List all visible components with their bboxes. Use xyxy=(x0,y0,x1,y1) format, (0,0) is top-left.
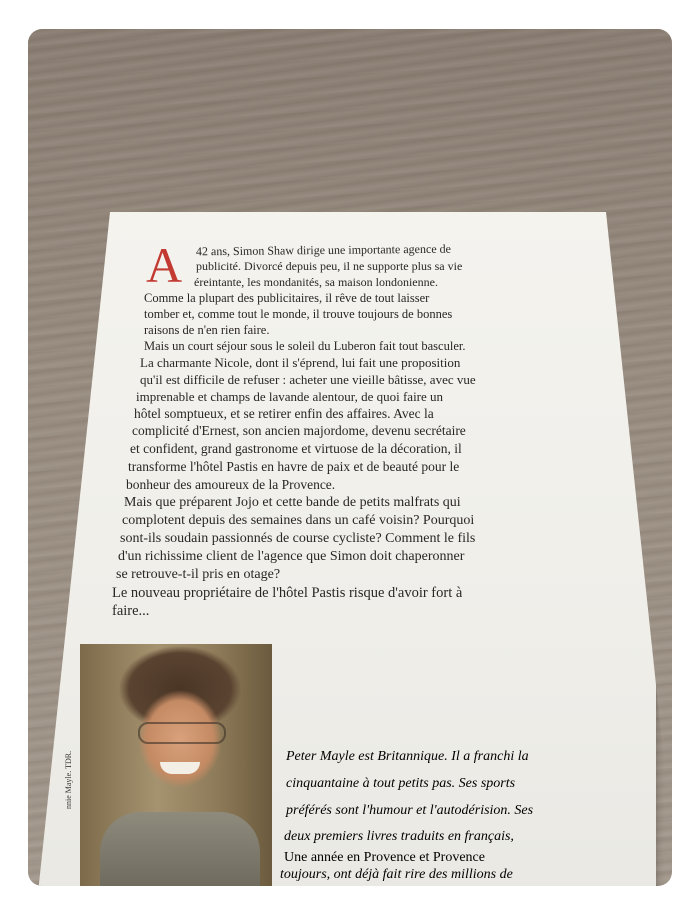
blurb-line: qu'il est difficile de refuser : acheter une vieille bâtisse, avec vue xyxy=(140,372,476,387)
blurb-line: publicité. Divorcé depuis peu, il ne supporte plus sa vie xyxy=(196,259,463,273)
photo-frame xyxy=(28,29,672,886)
blurb-line: Mais que préparent Jojo et cette bande de petits malfrats qui xyxy=(124,495,461,510)
smile xyxy=(160,762,200,774)
blurb-line: se retrouve-t-il pris en otage? xyxy=(116,567,281,582)
blurb-line: bonheur des amoureux de la Provence. xyxy=(126,477,336,492)
blurb-line: Le nouveau propriétaire de l'hôtel Pastis risque d'avoir fort à xyxy=(112,585,463,601)
drop-cap: A xyxy=(146,237,183,293)
blurb-line: Mais un court séjour sous le soleil du Luberon fait tout basculer. xyxy=(144,339,466,353)
blurb-line: Comme la plupart des publicitaires, il rêve de tout laisser xyxy=(144,291,430,305)
blurb-line: La charmante Nicole, dont il s'éprend, lui fait une proposition xyxy=(140,355,461,370)
photo-credit: nnie Mayle. TDR. xyxy=(64,750,73,809)
bio-line: deux premiers livres traduits en français, xyxy=(284,829,514,844)
author-photo xyxy=(80,644,272,886)
blurb-line: éreintante, les mondanités, sa maison londonienne. xyxy=(194,275,438,289)
blurb-line: 42 ans, Simon Shaw dirige une importante agence de xyxy=(195,241,451,259)
blurb-line: tomber et, comme tout le monde, il trouve toujours de bonnes xyxy=(144,307,453,321)
blurb-line: sont-ils soudain passionnés de course cycliste? Comment le fils xyxy=(120,531,476,546)
blurb-line: et confident, grand gastronome et virtuose de la décoration, il xyxy=(130,441,462,456)
bio-line: Peter Mayle est Britannique. Il a franchi la xyxy=(286,749,529,764)
shirt xyxy=(100,812,260,886)
bio-line: cinquantaine à tout petits pas. Ses sports xyxy=(286,776,516,791)
bio-line: préférés sont l'humour et l'autodérision. Ses xyxy=(286,803,534,818)
blurb-line: hôtel somptueux, et se retirer enfin des affaires. Avec la xyxy=(134,406,434,421)
bio-line: toujours, ont déjà fait rire des millions de xyxy=(280,867,513,882)
blurb-line: imprenable et champs de lavande alentour, de quoi faire un xyxy=(136,389,444,404)
blurb-line: d'un richissime client de l'agence que Simon doit chaperonner xyxy=(118,549,465,564)
blurb-line: faire... xyxy=(112,603,150,619)
blurb-line: raisons de n'en rien faire. xyxy=(144,323,270,337)
blurb-line: complicité d'Ernest, son ancien majordome, devenu secrétaire xyxy=(132,423,466,438)
bio-line: Une année en Provence et Provence xyxy=(284,850,485,865)
book xyxy=(28,29,672,886)
blurb-line: transforme l'hôtel Pastis en havre de paix et de beauté pour le xyxy=(128,459,460,474)
glasses xyxy=(138,722,226,744)
blurb-line: complotent depuis des semaines dans un café voisin? Pourquoi xyxy=(122,513,475,528)
